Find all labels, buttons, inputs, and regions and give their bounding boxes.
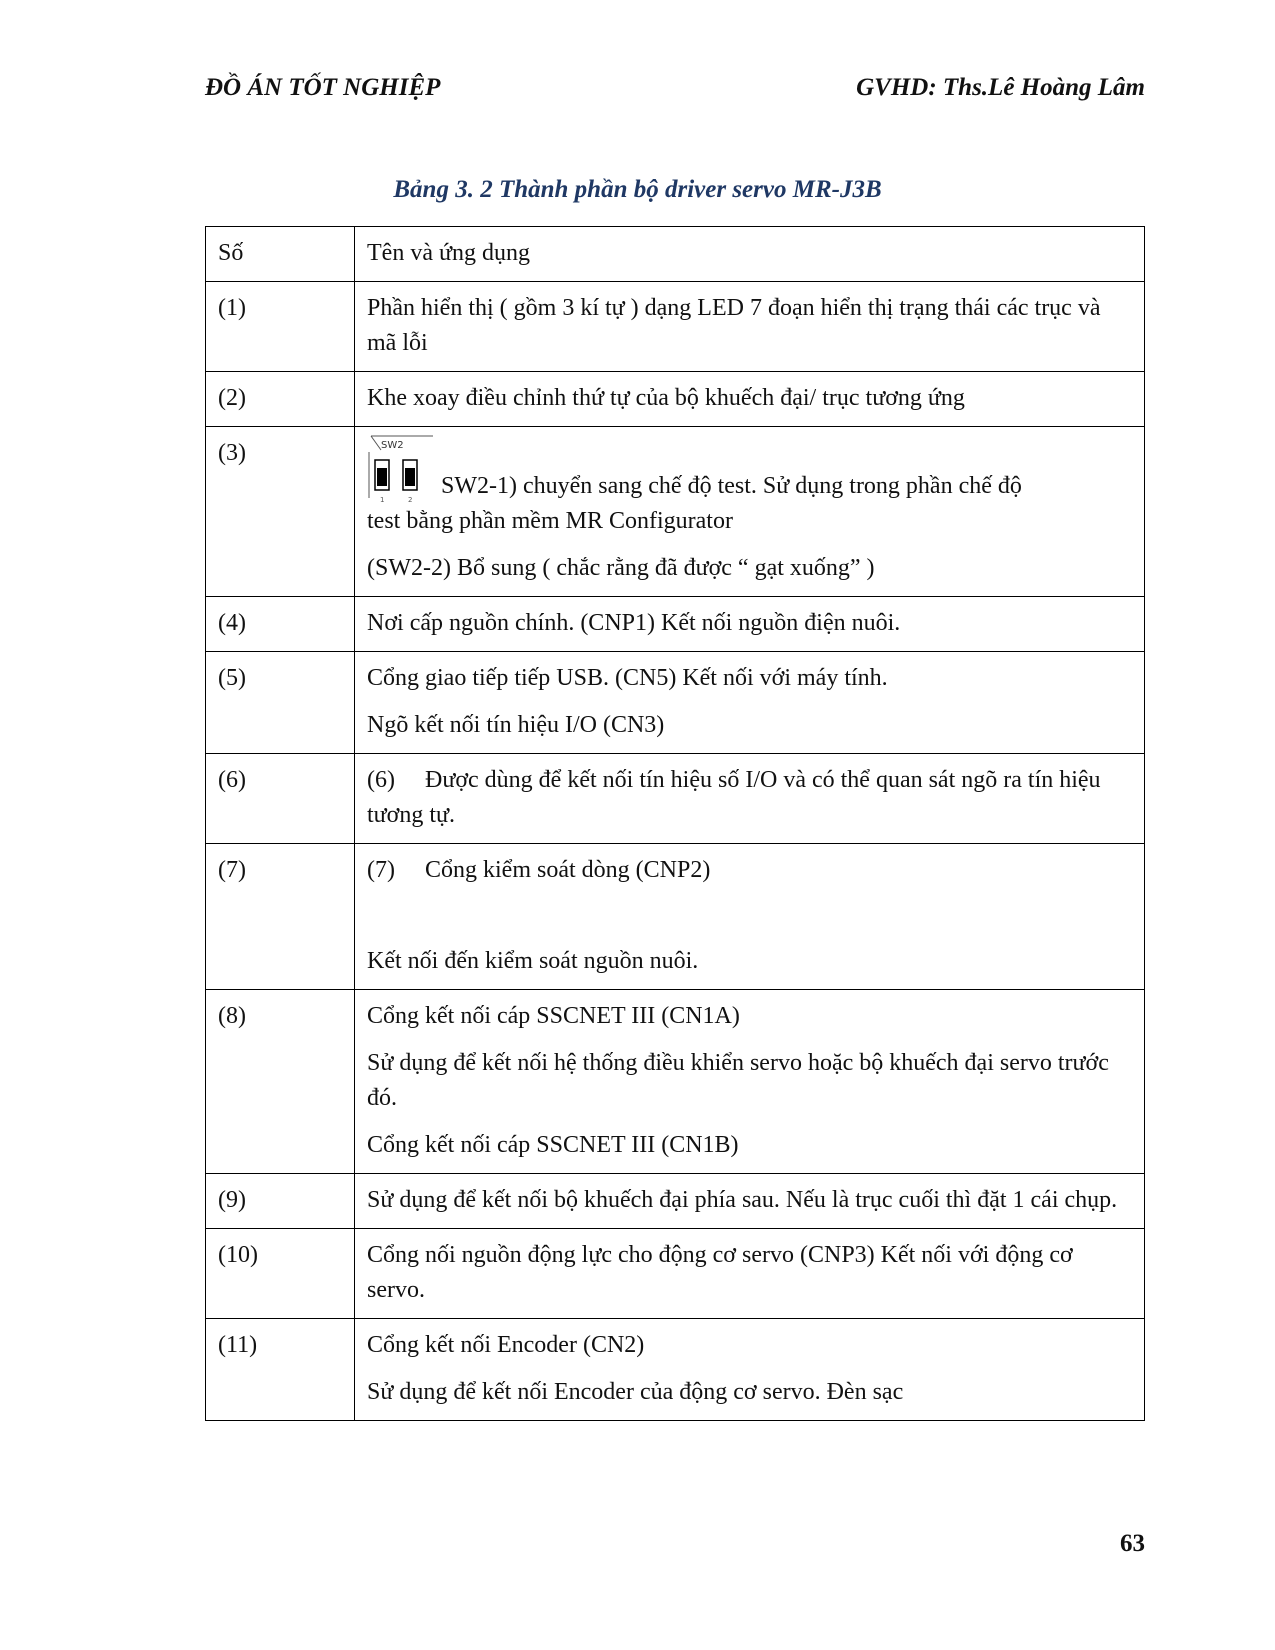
row-description (355, 282, 1145, 372)
row-description (355, 372, 1145, 427)
row-text: Sử dụng để kết nối hệ thống điều khiển servo hoặc bộ khuếch đại servo trước đó. (367, 1050, 1109, 1111)
row-text: test bằng phần mềm MR Configurator (367, 508, 733, 534)
row-text: Sử dụng để kết nối bộ khuếch đại phía sau. Nếu là trục cuối thì đặt 1 cái chụp. (367, 1187, 1118, 1213)
row-description (355, 597, 1145, 652)
row-prefix: (6) (367, 767, 395, 793)
switch-mark: 1 (380, 496, 385, 504)
dip-switch-icon (367, 434, 433, 504)
row-text: Sử dụng để kết nối Encoder của động cơ servo. Đèn sạc (367, 1379, 904, 1405)
row-text: Ngõ kết nối tín hiệu I/O (CN3) (367, 712, 665, 738)
row-number: (10) (206, 1229, 355, 1319)
table-row (206, 754, 1145, 844)
switch-label: SW2 (381, 440, 404, 451)
row-text: Cổng giao tiếp tiếp USB. (CN5) Kết nối với máy tính. (367, 665, 888, 691)
row-text-start: SW2-1) chuyển sang chế độ test. Sử dụng trong phần chế độ (441, 473, 1022, 499)
components-table (205, 226, 1145, 1421)
table-row (206, 282, 1145, 372)
table-row (206, 427, 1145, 597)
table-row (206, 1229, 1145, 1319)
row-text: Cổng kiểm soát dòng (CNP2) (425, 857, 711, 883)
row-number: (9) (206, 1174, 355, 1229)
row-number: (3) (206, 427, 355, 597)
row-number: (5) (206, 652, 355, 754)
row-number: (7) (206, 844, 355, 990)
header-cell-number: Số (206, 227, 355, 282)
row-text: Cổng kết nối Encoder (CN2) (367, 1332, 645, 1358)
row-description (355, 427, 1145, 597)
row-number: (8) (206, 990, 355, 1174)
row-number: (2) (206, 372, 355, 427)
table-row (206, 1319, 1145, 1421)
table-row (206, 372, 1145, 427)
row-description (355, 652, 1145, 754)
row-description (355, 990, 1145, 1174)
row-description (355, 1319, 1145, 1421)
table-caption: Bảng 3. 2 Thành phần bộ driver servo MR-J3B (393, 176, 882, 203)
row-text: Khe xoay điều chỉnh thứ tự của bộ khuếch đại/ trục tương ứng (367, 385, 965, 411)
switch-line (367, 436, 1134, 504)
row-number: (1) (206, 282, 355, 372)
row-text: Nơi cấp nguồn chính. (CNP1) Kết nối nguồn điện nuôi. (367, 610, 901, 636)
row-description (355, 1229, 1145, 1319)
row-number: (6) (206, 754, 355, 844)
row-text: Được dùng để kết nối tín hiệu số I/O và có thể quan sát ngõ ra tín hiệu tương tự. (367, 767, 1101, 828)
row-number: (11) (206, 1319, 355, 1421)
table-header-row (206, 227, 1145, 282)
row-text: Kết nối đến kiểm soát nguồn nuôi. (367, 948, 699, 974)
row-text: Cổng kết nối cáp SSCNET III (CN1A) (367, 1003, 740, 1029)
row-text: Cổng kết nối cáp SSCNET III (CN1B) (367, 1132, 739, 1158)
header-advisor: GVHD: Ths.Lê Hoàng Lâm (856, 74, 1145, 101)
row-description (355, 754, 1145, 844)
row-text: Phần hiển thị ( gồm 3 kí tự ) dạng LED 7 đoạn hiển thị trạng thái các trục và mã lỗi (367, 295, 1101, 356)
table-row (206, 1174, 1145, 1229)
row-text: (SW2-2) Bổ sung ( chắc rằng đã được “ gạt xuống” ) (367, 555, 875, 581)
header-cell-description: Tên và ứng dụng (355, 227, 1145, 282)
table-row (206, 597, 1145, 652)
page-number: 63 (1120, 1530, 1145, 1557)
row-number: (4) (206, 597, 355, 652)
row-text: Cổng nối nguồn động lực cho động cơ servo (CNP3) Kết nối với động cơ servo. (367, 1242, 1073, 1303)
row-description (355, 1174, 1145, 1229)
row-prefix: (7) (367, 857, 395, 883)
table-row (206, 844, 1145, 990)
row-description (355, 844, 1145, 990)
header-title: ĐỒ ÁN TỐT NGHIỆP (205, 74, 441, 101)
table-row (206, 652, 1145, 754)
switch-mark: 2 (408, 496, 413, 504)
table-row (206, 990, 1145, 1174)
